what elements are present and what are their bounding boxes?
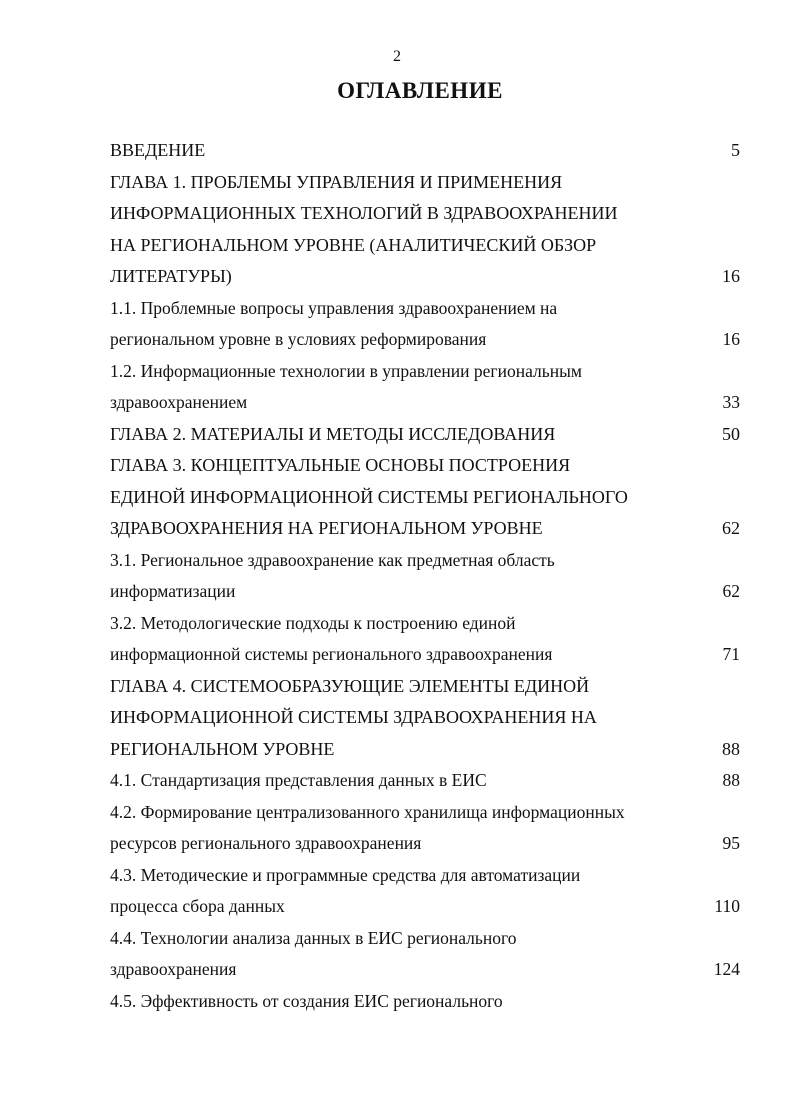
toc-entry-text: ИНФОРМАЦИОННОЙ СИСТЕМЫ ЗДРАВООХРАНЕНИЯ НА bbox=[110, 707, 597, 727]
toc-entry-text: 4.5. Эффективность от создания ЕИС регионального bbox=[110, 990, 503, 1011]
toc-line bbox=[110, 828, 740, 860]
toc-line bbox=[110, 765, 740, 797]
toc-page-number: 50 bbox=[722, 423, 740, 444]
toc-entry-text: ресурсов регионального здравоохранения bbox=[110, 833, 422, 853]
toc-entry-text: процесса сбора данных bbox=[110, 896, 285, 916]
toc-entry-text: информационной системы регионального здравоохранения bbox=[110, 644, 553, 664]
toc-entry-text: 1.1. Проблемные вопросы управления здравоохранением на bbox=[110, 297, 558, 318]
toc-line bbox=[110, 671, 740, 703]
toc-line bbox=[110, 293, 740, 325]
toc-line bbox=[110, 419, 740, 451]
toc-page-number: 71 bbox=[722, 644, 740, 664]
toc-entry-text: 4.4. Технологии анализа данных в ЕИС регионального bbox=[110, 927, 517, 948]
toc-line bbox=[110, 261, 740, 293]
page-title: ОГЛАВЛЕНИЕ bbox=[337, 78, 503, 103]
toc-entry-text: 3.2. Методологические подходы к построению единой bbox=[110, 612, 516, 633]
toc-line bbox=[110, 734, 740, 766]
toc-page-number: 124 bbox=[713, 959, 740, 979]
toc-line bbox=[110, 576, 740, 608]
toc-entry-text: ЛИТЕРАТУРЫ) bbox=[110, 266, 232, 286]
toc-entry-text: ЕДИНОЙ ИНФОРМАЦИОННОЙ СИСТЕМЫ РЕГИОНАЛЬНОГО bbox=[110, 486, 628, 507]
toc-line bbox=[110, 356, 740, 388]
toc-line bbox=[110, 954, 740, 986]
toc-entry-text: ЗДРАВООХРАНЕНИЯ НА РЕГИОНАЛЬНОМ УРОВНЕ bbox=[110, 518, 543, 538]
toc-entry-text: ГЛАВА 1. ПРОБЛЕМЫ УПРАВЛЕНИЯ И ПРИМЕНЕНИЯ bbox=[110, 171, 563, 192]
toc-line bbox=[110, 891, 740, 923]
toc-line bbox=[110, 230, 740, 262]
toc-page-number: 62 bbox=[722, 581, 740, 601]
toc-page-number: 88 bbox=[722, 770, 740, 790]
toc-entry-text: 3.1. Региональное здравоохранение как предметная область bbox=[110, 549, 555, 570]
toc-line bbox=[110, 198, 740, 230]
toc-entry-text: ВВЕДЕНИЕ bbox=[110, 140, 206, 160]
toc-entry-text: РЕГИОНАЛЬНОМ УРОВНЕ bbox=[110, 738, 335, 759]
toc-line bbox=[110, 324, 740, 356]
toc-line bbox=[110, 482, 740, 514]
toc-entry-text: ГЛАВА 3. КОНЦЕПТУАЛЬНЫЕ ОСНОВЫ ПОСТРОЕНИЯ bbox=[110, 455, 571, 475]
toc-line bbox=[110, 450, 740, 482]
toc-entry-text: информатизации bbox=[110, 581, 236, 601]
toc-line bbox=[110, 167, 740, 199]
toc-page-number: 95 bbox=[722, 833, 740, 853]
toc-line bbox=[110, 513, 740, 545]
toc-line bbox=[110, 135, 740, 167]
toc-line bbox=[110, 860, 740, 892]
toc-entry-text: 4.3. Методические и программные средства для автоматизации bbox=[110, 864, 581, 885]
toc-entry-text: региональном уровне в условиях реформирования bbox=[110, 329, 487, 349]
toc-entry-text: здравоохранением bbox=[110, 392, 248, 412]
toc-entry-text: ИНФОРМАЦИОННЫХ ТЕХНОЛОГИЙ В ЗДРАВООХРАНЕНИИ bbox=[110, 203, 618, 223]
toc-entry-text: 1.2. Информационные технологии в управлении региональным bbox=[110, 360, 582, 381]
toc-entry-text: ГЛАВА 4. СИСТЕМООБРАЗУЮЩИЕ ЭЛЕМЕНТЫ ЕДИНОЙ bbox=[110, 675, 590, 696]
toc-page-number: 110 bbox=[714, 896, 740, 916]
toc-page-number: 33 bbox=[722, 392, 740, 412]
toc-line bbox=[110, 986, 740, 1018]
toc-line bbox=[110, 797, 740, 829]
toc-page-number: 62 bbox=[722, 518, 740, 538]
toc-entry-text: 4.1. Стандартизация представления данных в ЕИС bbox=[110, 770, 487, 790]
toc-line bbox=[110, 702, 740, 734]
toc-page-number: 16 bbox=[722, 266, 740, 286]
table-of-contents bbox=[110, 135, 740, 1017]
page-number: 2 bbox=[393, 48, 401, 65]
toc-line bbox=[110, 545, 740, 577]
toc-page-number: 16 bbox=[722, 329, 740, 349]
toc-line bbox=[110, 923, 740, 955]
toc-page-number: 5 bbox=[731, 140, 740, 160]
toc-page-number: 88 bbox=[722, 738, 740, 759]
toc-line bbox=[110, 608, 740, 640]
toc-line bbox=[110, 387, 740, 419]
toc-entry-text: ГЛАВА 2. МАТЕРИАЛЫ И МЕТОДЫ ИССЛЕДОВАНИЯ bbox=[110, 423, 556, 444]
toc-line bbox=[110, 639, 740, 671]
toc-entry-text: здравоохранения bbox=[110, 959, 237, 979]
toc-entry-text: НА РЕГИОНАЛЬНОМ УРОВНЕ (АНАЛИТИЧЕСКИЙ ОБЗОР bbox=[110, 234, 597, 255]
toc-entry-text: 4.2. Формирование централизованного хранилища информационных bbox=[110, 801, 625, 822]
